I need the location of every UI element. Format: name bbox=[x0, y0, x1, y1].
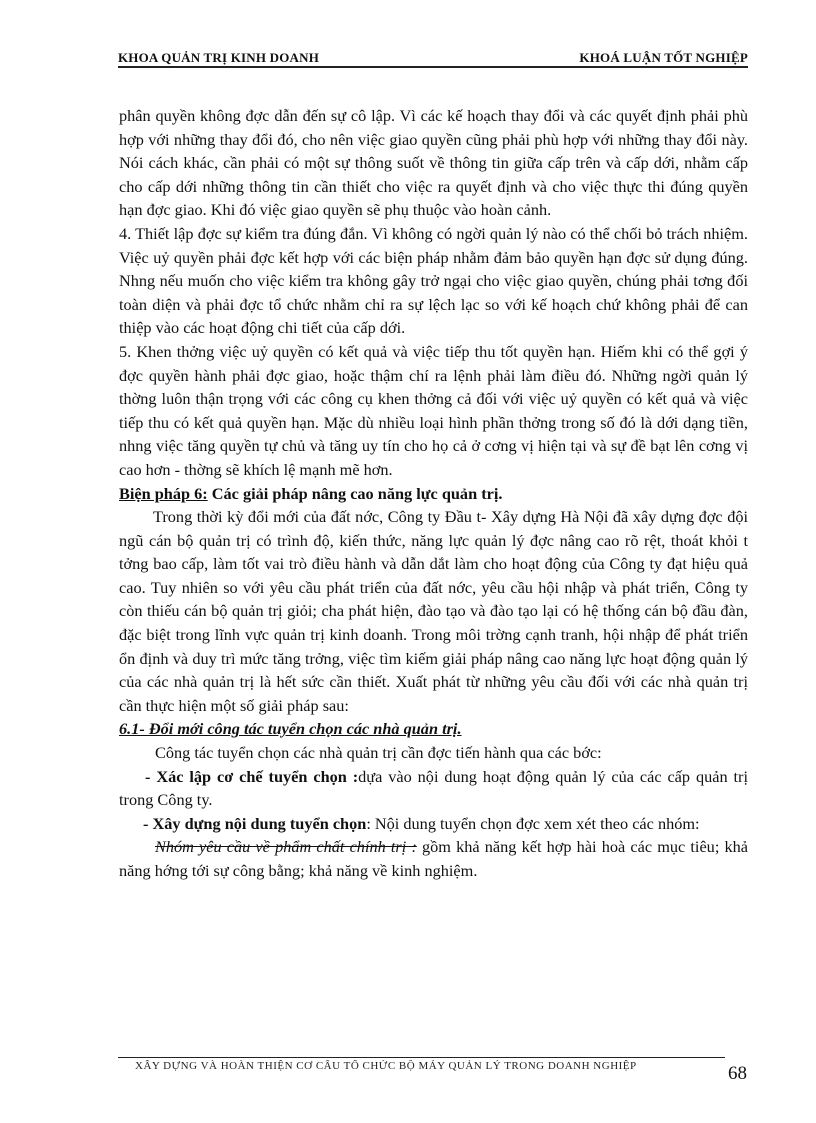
paragraph-step-content bbox=[119, 812, 748, 836]
step-mechanism-text: dựa vào nội dung hoạt động quản lý của các cấp quản trị trong Công ty. bbox=[119, 766, 748, 810]
paragraph-political-group bbox=[119, 835, 748, 882]
footer-title: XÂY DỰNG VÀ HOÀN THIỆN CƠ CẤU TỔ CHỨC BỘ MÁY QUẢN LÝ TRONG DOANH NGHIỆP bbox=[135, 1060, 637, 1072]
header-thesis-label: KHOÁ LUẬN TỐT NGHIỆP bbox=[579, 50, 748, 65]
paragraph-step-mechanism bbox=[119, 765, 748, 812]
paragraph-steps-intro: Công tác tuyển chọn các nhà quản trị cần đợc tiến hành qua các bớc: bbox=[155, 743, 602, 763]
page-header bbox=[118, 50, 748, 68]
footer-divider bbox=[118, 1057, 725, 1058]
paragraph-item-4: 4. Thiết lập đợc sự kiểm tra đúng đắn. Vì không có ngời quản lý nào có thể chối bỏ trách nhiệm. Việc uỷ quyền phải đợc kết hợp với các biện pháp nhằm đảm bảo quyền hạn đợc sử dụng đúng. Nhng nếu muốn cho việc kiểm tra không gây trở ngại cho việc giao quyền, chúng phải tơng đối toàn diện và phải đợc tổ chức nhằm chỉ ra sự lệch lạc so với kế hoạch chứ không phải để can thiệp vào các hoạt động chi tiết của cấp dới. bbox=[119, 223, 748, 338]
paragraph-intro: Trong thời kỳ đổi mới của đất nớc, Công ty Đầu t- Xây dựng Hà Nội đã xây dựng đợc đội ngũ cán bộ quản trị có trình độ, kiến thức, năng lực quản lý đợc nâng cao rõ rệt, thoát khỏi t tởng bao cấp, làm tốt vai trò điều hành và dẫn dắt làm cho hoạt động của Công ty đạt hiệu quả cao. Tuy nhiên so với yêu cầu phát triển của đất nớc, yêu cầu hội nhập và phát triển, Công ty còn thiếu cán bộ quản trị giỏi; cha phát hiện, đào tạo và đào tạo lại có hệ thống cán bộ đầu đàn, đặc biệt trong lĩnh vực quản trị kinh doanh. Trong môi trờng cạnh tranh, hội nhập để phát triển ổn định và duy trì mức tăng trởng, việc tìm kiếm giải pháp nâng cao năng lực hoạt động quản lý của các nhà quản trị là hết sức cần thiết. Xuất phát từ những yêu cầu đối với các nhà quản trị cần thực hiện một số giải pháp sau: bbox=[119, 507, 748, 715]
subsection-heading-6-1: 6.1- Đổi mới công tác tuyển chọn các nhà quản trị. bbox=[119, 719, 462, 739]
paragraph-item-5: 5. Khen thởng việc uỷ quyền có kết quả và việc tiếp thu tốt quyền hạn. Hiếm khi có thể gợi ý đợc quyền hành phải đợc giao, hoặc thậm chí ra lệnh phải làm điều đó. Những ngời quản lý thờng luôn thận trọng với các công cụ khen thởng cả đối với việc uỷ quyền có kết quả và việc tiếp thu có kết quả quyền hạn. Mặc dù nhiều loại hình phần thởng trong số đó là dới dạng tiền, nhng việc tăng quyền tự chủ và tăng uy tín cho họ cả ở cơng vị hiện tại và sự đề bạt lên cơng vị cao hơn - thờng sẽ khích lệ mạnh mẽ hơn. bbox=[119, 341, 748, 479]
step-mechanism-label: - Xác lập cơ chế tuyển chọn : bbox=[145, 766, 359, 786]
header-faculty: KHOA QUẢN TRỊ KINH DOANH bbox=[118, 50, 320, 65]
document-body bbox=[119, 104, 748, 883]
section-heading-6 bbox=[119, 482, 748, 506]
political-group-label: Nhóm yêu cầu về phẩm chất chính trị : bbox=[155, 837, 417, 857]
paragraph-1: phân quyền không đợc dẫn đến sự cô lập. Vì các kế hoạch thay đổi và các quyết định phải phù hợp với những thay đổi đó, cho nên việc giao quyền cũng phải phù hợp với những thay đổi này. Nói cách khác, cần phải có một sự thông suốt về thông tin giữa cấp trên và cấp dới, nhằm cấp cho cấp dới những thông tin cần thiết cho việc ra quyết định và cho việc thực thi đúng quyền hạn đợc giao. Khi đó việc giao quyền sẽ phụ thuộc vào hoàn cảnh. bbox=[119, 106, 748, 220]
section-heading-title: Các giải pháp nâng cao năng lực quản trị. bbox=[207, 483, 503, 503]
section-heading-label: Biện pháp 6: bbox=[119, 483, 208, 503]
political-group-text: gồm khả năng kết hợp hài hoà các mục tiêu; khả năng hớng tới sự công bằng; khả năng về kinh nghiệm. bbox=[119, 837, 748, 880]
step-content-text: : Nội dung tuyển chọn đợc xem xét theo các nhóm: bbox=[366, 813, 700, 833]
step-content-label: - Xây dựng nội dung tuyển chọn bbox=[143, 813, 367, 833]
page-number: 68 bbox=[728, 1063, 747, 1084]
